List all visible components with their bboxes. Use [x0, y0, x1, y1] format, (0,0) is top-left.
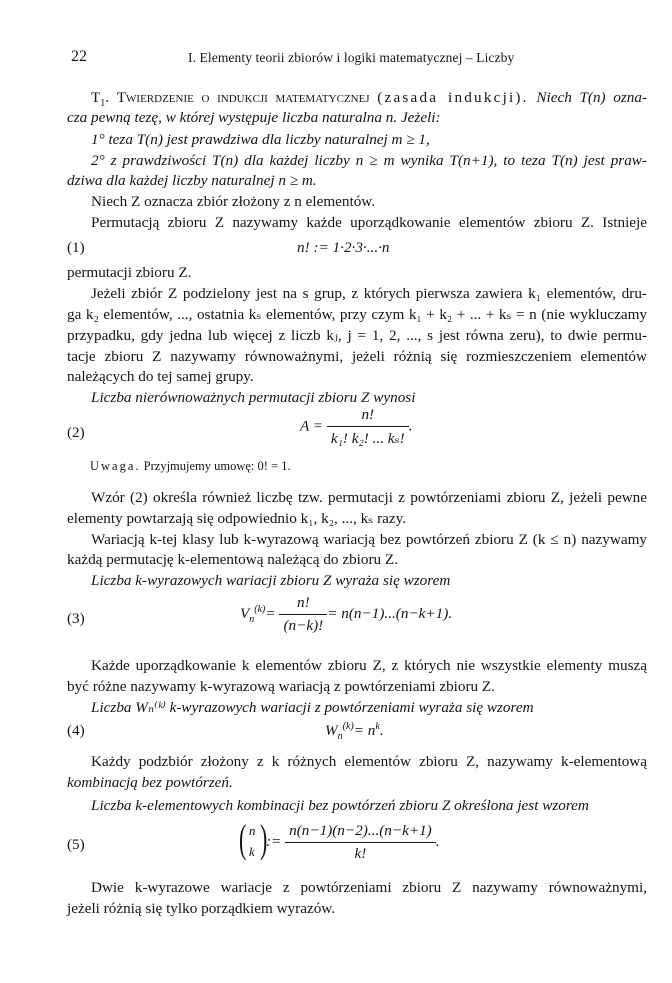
paragraph-set-definition: Niech Z oznacza zbiór złożony z n elementów.	[91, 193, 376, 210]
paragraph-variation-definition-cont: każdą permutację k-elementową należącą do zbioru Z.	[67, 551, 398, 568]
theorem-heading	[67, 88, 647, 108]
equation-number-5: (5)	[67, 836, 85, 853]
paragraph-equivalent-variations: Dwie k-wyrazowe wariacje z powtórzeniami zbioru Z nazywamy równoważnymi,	[91, 879, 647, 896]
paragraph-variation-repetition-count: Liczba Wₙ⁽ᵏ⁾ k-wyrazowych wariacji z powtórzeniami wyraża się wzorem	[91, 699, 534, 716]
paragraph-variation-repetition: Każde uporządkowanie k elementów zbioru Z, z których nie wszystkie elementy muszą	[91, 657, 647, 674]
paragraph-groups-line-1: Jeżeli zbiór Z podzielony jest na s grup, z których pierwsza zawiera k₁ elementów, dru-	[91, 285, 647, 302]
paragraph-repetition-permutations-cont: elementy powtarzają się odpowiednio k₁, k₂, ..., kₛ razy.	[67, 510, 407, 527]
paragraph-equivalent-variations-cont: jeżeli różnią się tylko porządkiem wyrazów.	[67, 900, 336, 917]
theorem-subtitle: (zasada indukcji).	[377, 89, 529, 106]
theorem-line-2: cza pewną tezę, w której występuje liczba naturalna n. Jeżeli:	[67, 109, 441, 126]
equation-2-multinomial: A = $\frac{n!}{\text{k₁! k₂! ... kₛ!}}$ .	[300, 406, 413, 447]
fraction: $\frac{n!}{(n-k)!}$	[279, 594, 327, 635]
note-label: Uwaga.	[90, 459, 141, 473]
fraction: $\frac{n(n-1)(n-2)...(n-k+1)}{k!}$	[285, 822, 436, 863]
paragraph-groups-line-4: tacje zbioru Z nazywamy równoważnymi, jeżeli różnią się rozmieszczeniem elementów	[67, 348, 647, 365]
page-number: 22	[71, 48, 87, 65]
paragraph-groups-line-5: należących do tej samej grupy.	[67, 368, 254, 385]
equation-number-2: (2)	[67, 424, 85, 441]
paragraph-nonequivalent-count: Liczba nierównoważnych permutacji zbioru Z wynosi	[91, 389, 416, 406]
binomial-coefficient: ( n k )	[238, 815, 268, 861]
theorem-title: Twierdzenie o indukcji matematycznej	[116, 89, 370, 106]
equation-4-variations-repetition: $W_n^{(k)}= n^k$.	[325, 720, 384, 743]
note-text: Przyjmujemy umowę: 0! = 1.	[143, 459, 291, 473]
running-head: I. Elementy teorii zbiorów i logiki matematycznej – Liczby	[188, 50, 515, 65]
paragraph-combination-definition: Każdy podzbiór złożony z k różnych elementów zbioru Z, nazywamy k-elementową	[91, 753, 647, 770]
theorem-statement-start: Niech T(n) ozna-	[536, 89, 648, 106]
theorem-label: $T_1$.	[91, 89, 110, 110]
paragraph-variation-count: Liczba k-wyrazowych wariacji zbioru Z wyraża się wzorem	[91, 572, 451, 589]
paragraph-combination-count: Liczba k-elementowych kombinacji bez powtórzeń zbioru Z określona jest wzorem	[91, 797, 589, 814]
equation-5-binomial: ( n k ) := $\frac{n(n-1)(n-2)...(n-k+1)}{k!}$ .	[238, 815, 440, 862]
equation-number-1: (1)	[67, 239, 85, 256]
paragraph-variation-definition: Wariacją k-tej klasy lub k-wyrazową wariacją bez powtórzeń zbioru Z (k ≤ n) nazywamy	[91, 531, 647, 548]
note	[90, 459, 291, 474]
equation-1-factorial: n! := 1·2·3·...·n	[297, 239, 390, 256]
equation-number-3: (3)	[67, 610, 85, 627]
theorem-condition-2-cont: dziwa dla każdej liczby naturalnej n ≥ m.	[67, 172, 317, 189]
paragraph-permutation-definition: Permutacją zbioru Z nazywamy każde uporządkowanie elementów zbioru Z. Istnieje	[91, 214, 647, 231]
equation-3-variations: $V_n^{(k)}=$ $\frac{n!}{(n-k)!}$ = n(n−1)...(n−k+1).	[240, 594, 453, 634]
paragraph-combination-definition-cont: kombinacją bez powtórzeń.	[67, 774, 233, 791]
paragraph-groups-line-3: przypadku, gdy jedna lub więcej z liczb kⱼ, j = 1, 2, ..., s jest równa zeru), to dwie permu-	[67, 327, 647, 344]
theorem-condition-2: 2° z prawdziwości T(n) dla każdej liczby n ≥ m wynika T(n+1), to teza T(n) jest praw-	[91, 152, 647, 169]
equation-number-4: (4)	[67, 722, 85, 739]
fraction: $\frac{n!}{\text{k₁! k₂! ... kₛ!}}$	[327, 406, 409, 448]
paragraph-repetition-permutations: Wzór (2) określa również liczbę tzw. permutacji z powtórzeniami zbioru Z, jeżeli pewne	[91, 489, 647, 506]
paragraph-permutation-cont: permutacji zbioru Z.	[67, 264, 192, 281]
paragraph-groups-line-2: ga k₂ elementów, ..., ostatnia kₛ elementów, przy czym k₁ + k₂ + ... + kₛ = n (nie wykluczamy	[67, 306, 647, 323]
paragraph-variation-repetition-cont: być różne nazywamy k-wyrazową wariacją z powtórzeniami zbioru Z.	[67, 678, 496, 695]
theorem-condition-1: 1° teza T(n) jest prawdziwa dla liczby naturalnej m ≥ 1,	[91, 131, 430, 148]
